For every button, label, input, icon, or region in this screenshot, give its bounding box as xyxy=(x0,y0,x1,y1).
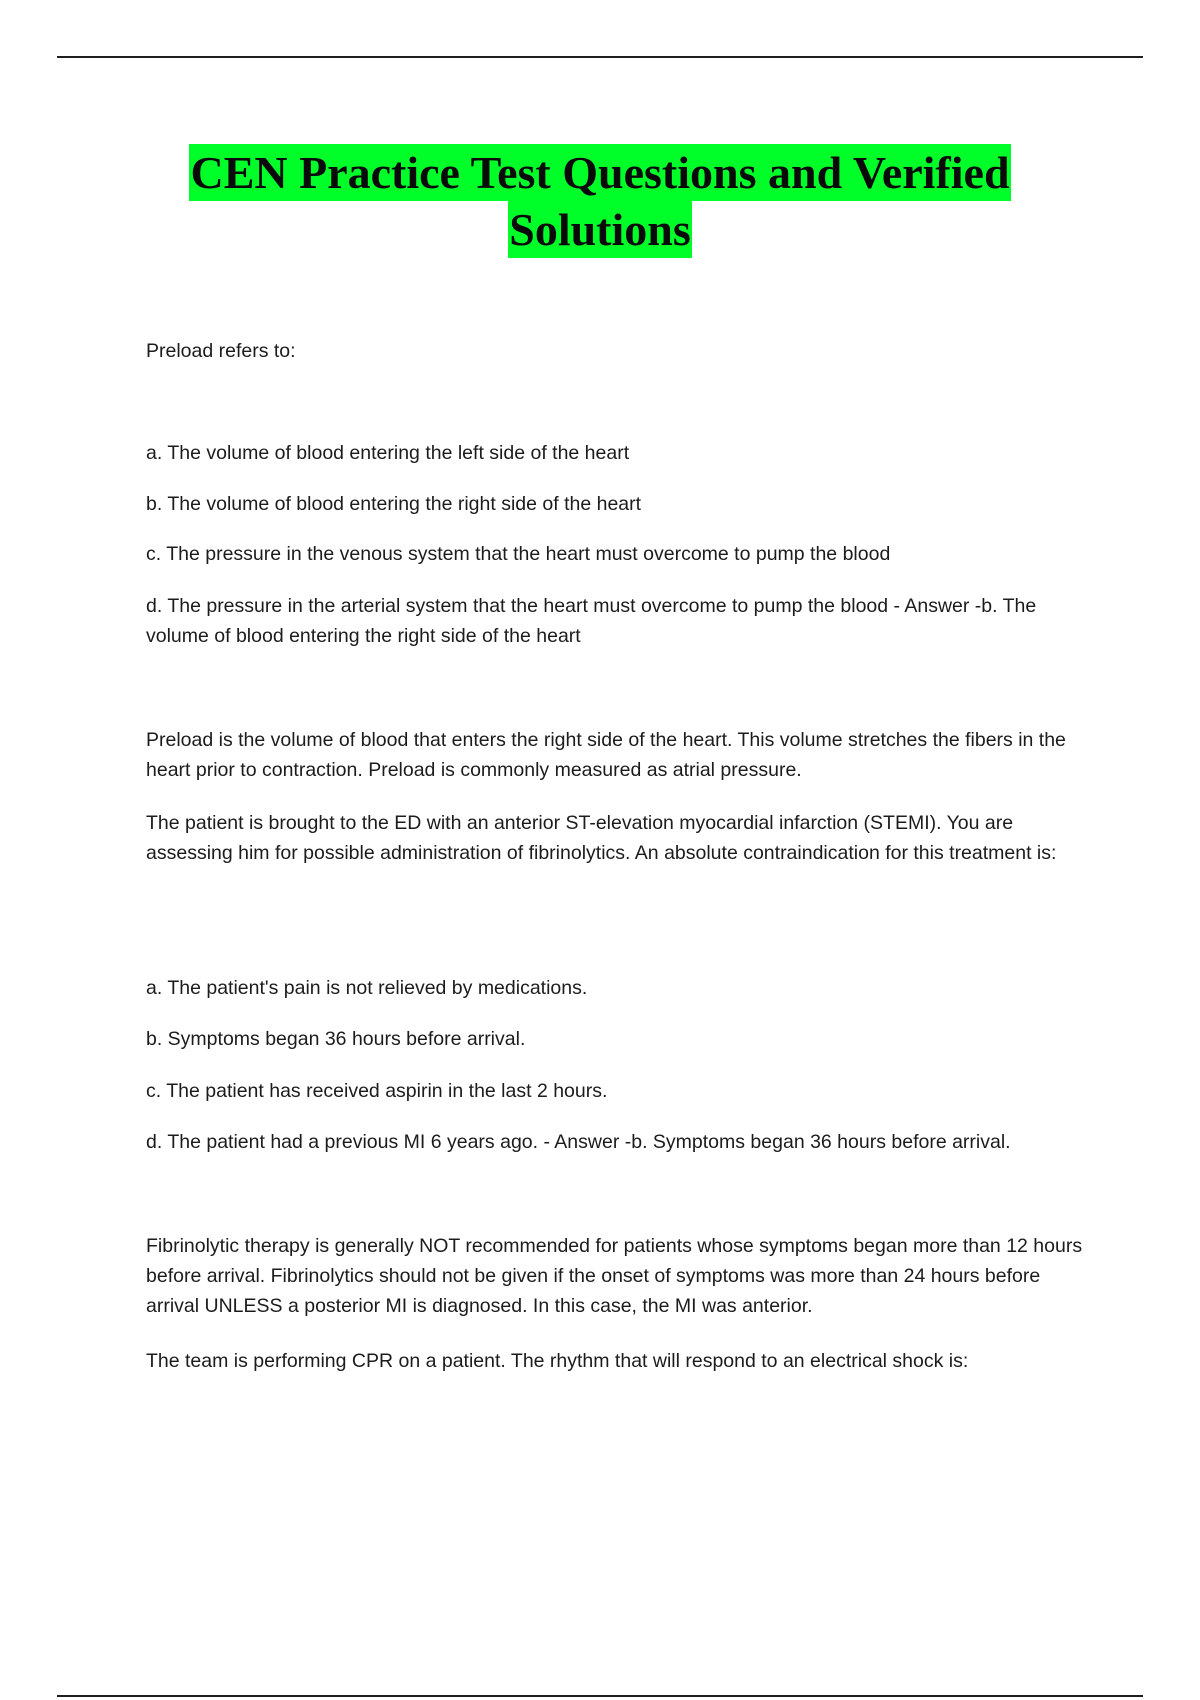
q2-option-d-answer: d. The patient had a previous MI 6 years ago. - Answer -b. Symptoms began 36 hours before arrival. xyxy=(146,1131,1011,1153)
q2-rationale: Fibrinolytic therapy is generally NOT recommended for patients whose symptoms began more than 12 hours before arrival. Fibrinolytics should not be given if the onset of symptoms was more than 24 hours before arrival UNLESS a posterior MI is diagnosed. In this case, the MI was anterior. xyxy=(146,1235,1083,1317)
q2-question: The patient is brought to the ED with an anterior ST-elevation myocardial infarction (STEMI). You are assessing him for possible administration of fibrinolytics. An absolute contraindication for this treatment is: xyxy=(146,812,1057,864)
q1-option-b: b. The volume of blood entering the right side of the heart xyxy=(146,493,642,515)
q1-option-d-answer: d. The pressure in the arterial system that the heart must overcome to pump the blood - Answer -b. The volume of blood entering the right side of the heart xyxy=(146,595,1037,647)
top-rule xyxy=(57,56,1143,58)
q3-question: The team is performing CPR on a patient. The rhythm that will respond to an electrical shock is: xyxy=(146,1350,969,1372)
bottom-rule xyxy=(57,1695,1143,1697)
q2-option-c: c. The patient has received aspirin in the last 2 hours. xyxy=(146,1080,608,1102)
q2-option-b: b. Symptoms began 36 hours before arrival. xyxy=(146,1028,526,1050)
q1-rationale: Preload is the volume of blood that enters the right side of the heart. This volume stretches the fibers in the heart prior to contraction. Preload is commonly measured as atrial pressure. xyxy=(146,729,1066,781)
title-line-2: Solutions xyxy=(508,201,692,258)
q2-option-a: a. The patient's pain is not relieved by medications. xyxy=(146,977,588,999)
document-title xyxy=(0,144,1200,258)
q1-question: Preload refers to: xyxy=(146,340,296,362)
q1-option-a: a. The volume of blood entering the left side of the heart xyxy=(146,442,630,464)
title-line-1: CEN Practice Test Questions and Verified xyxy=(189,144,1010,201)
q1-option-c: c. The pressure in the venous system that the heart must overcome to pump the blood xyxy=(146,543,891,565)
